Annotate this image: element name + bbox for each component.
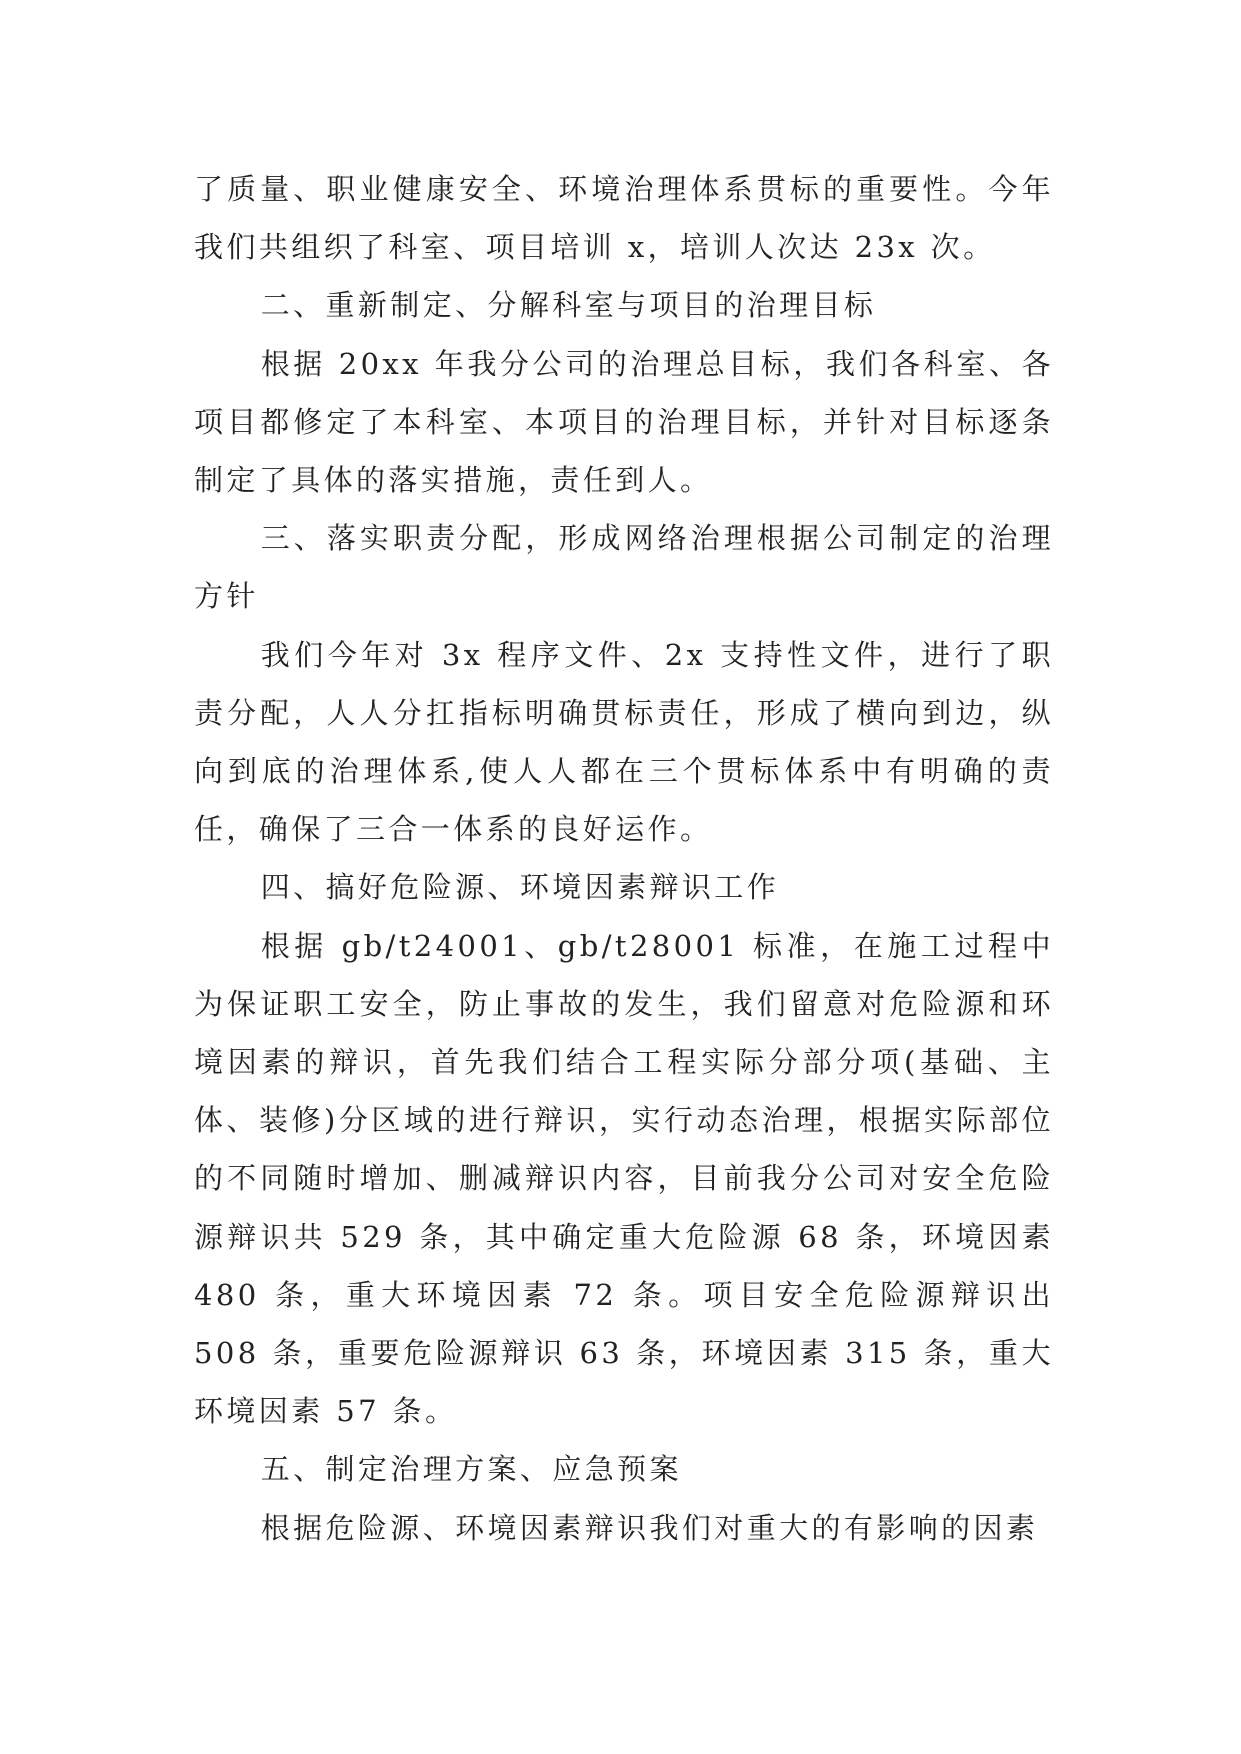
section-heading-5: 五、制定治理方案、应急预案 bbox=[260, 1452, 682, 1487]
section-heading-2: 二、重新制定、分解科室与项目的治理目标 bbox=[260, 288, 877, 323]
paragraph-targets: 根据 20xx 年我分公司的治理总目标，我们各科室、各项目都修定了本科室、本项目的治理目标，并针对目标逐条制定了具体的落实措施，责任到人。 bbox=[194, 346, 1054, 498]
paragraph-hazard-identification: 根据 gb/t24001、gb/t28001 标准，在施工过程中为保证职工安全，防止事故的发生，我们留意对危险源和环境因素的辩识，首先我们结合工程实际分部分项(基础、主体、装修)分区域的进行辩识，实行动态治理，根据实际部位的不同随时增加、删减辩识内容，目前我分公司对安全危险源辩识共 529 条，其中确定重大危险源 68 条，环境因素 480 条，重大环境因素 72 条。项目安全危险源辩识出 508 条，重要危险源辩识 63 条，环境因素 315 条，重大环境因素 57 条。 bbox=[194, 928, 1054, 1429]
section-heading-4: 四、搞好危险源、环境因素辩识工作 bbox=[260, 870, 780, 905]
paragraph-emergency-plan: 根据危险源、环境因素辩识我们对重大的有影响的因素 bbox=[260, 1510, 1039, 1545]
paragraph-training-summary: 了质量、职业健康安全、环境治理体系贯标的重要性。今年我们共组织了科室、项目培训 x，培训人次达 23x 次。 bbox=[194, 172, 1054, 265]
section-heading-3: 三、落实职责分配，形成网络治理根据公司制定的治理方针 bbox=[194, 521, 1054, 614]
document-body bbox=[194, 160, 1054, 1557]
paragraph-responsibilities: 我们今年对 3x 程序文件、2x 支持性文件，进行了职责分配，人人分扛指标明确贯标责任，形成了横向到边，纵向到底的治理体系,使人人都在三个贯标体系中有明确的责任，确保了三合一体系的良好运作。 bbox=[194, 637, 1054, 847]
